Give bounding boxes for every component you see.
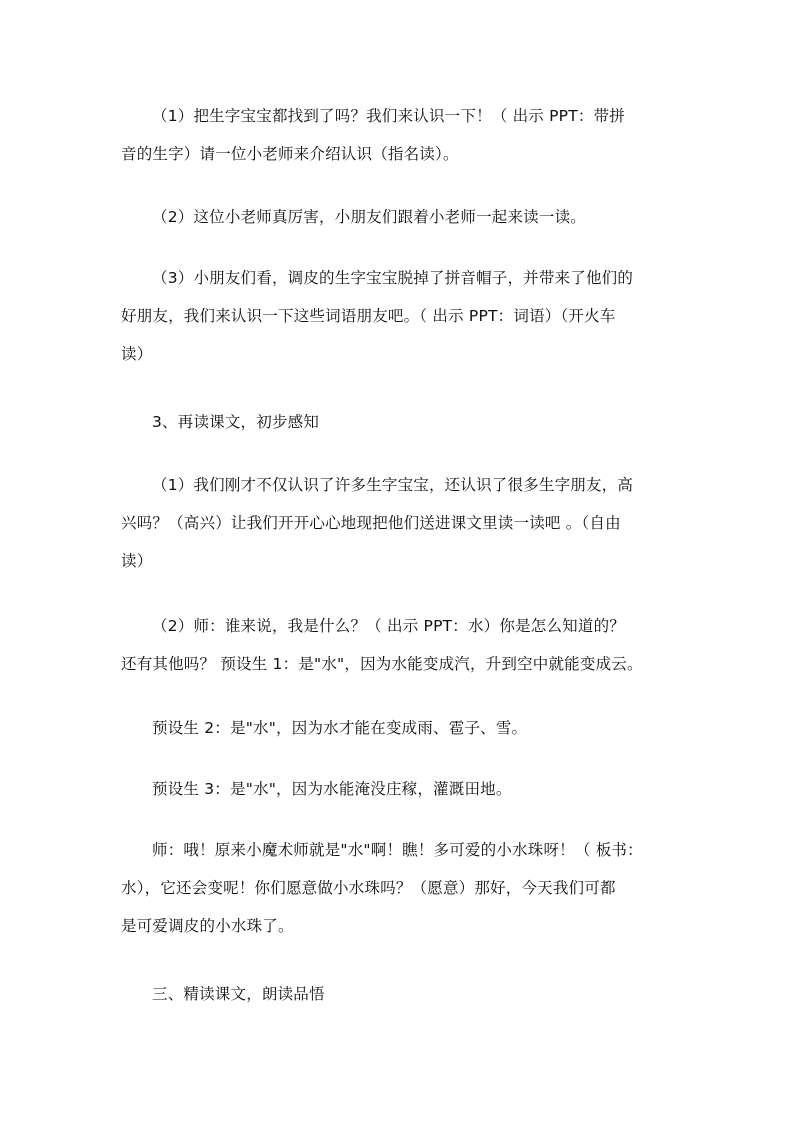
text-line: （1）把生字宝宝都找到了吗？我们来认识一下！（ 出示 PPT：带拼 (152, 107, 625, 125)
text-line: 水），它还会变呢！你们愿意做小水珠吗？（愿意）那好，今天我们可都 (121, 879, 616, 897)
section-heading-three (121, 975, 681, 1013)
text-line: （2）师：谁来说，我是什么？（ 出示 PPT：水）你是怎么知道的？ (152, 617, 625, 635)
text-line: 预设生 3：是"水"，因为水能淹没庄稼，灌溉田地。 (152, 780, 512, 798)
text-line: （1）我们刚才不仅认识了许多生字宝宝，还认识了很多生字朋友，高 (152, 476, 634, 494)
paragraph-1 (121, 97, 681, 173)
paragraph-5 (121, 607, 681, 683)
paragraph-4 (121, 466, 681, 580)
text-line: （2）这位小老师真厉害，小朋友们跟着小老师一起来读一读。 (152, 208, 586, 226)
text-line: 师：哦！原来小魔术师就是"水"啊！瞧！多可爱的小水珠呀！（ 板书： (152, 841, 643, 859)
text-line: 预设生 2：是"水"，因为水才能在变成雨、雹子、雪。 (152, 719, 528, 737)
paragraph-2 (121, 198, 681, 236)
text-line: 还有其他吗？ 预设生 1：是"水"，因为水能变成汽，升到空中就能变成云。 (121, 655, 643, 673)
text-line: 兴吗？（高兴）让我们开开心心地现把他们送进课文里读一读吧 。（自由 (121, 514, 621, 532)
paragraph-7 (121, 770, 681, 808)
paragraph-8 (121, 831, 681, 945)
text-line: 三、精读课文，朗读品悟 (152, 985, 325, 1003)
text-line: 是可爱调皮的小水珠了。 (121, 917, 294, 935)
text-line: 好朋友，我们来认识一下这些词语朋友吧。（ 出示 PPT：词语）（开火车 (121, 307, 616, 325)
text-line: 3、再读课文，初步感知 (152, 413, 320, 431)
section-heading-3 (121, 403, 681, 441)
text-line: 音的生字）请一位小老师来介绍认识（指名读）。 (121, 145, 459, 163)
paragraph-3 (121, 259, 681, 373)
text-line: 读） (121, 552, 153, 570)
text-line: （3）小朋友们看，调皮的生字宝宝脱掉了拼音帽子，并带来了他们的 (152, 269, 634, 287)
paragraph-6 (121, 709, 681, 747)
text-line: 读） (121, 345, 153, 363)
